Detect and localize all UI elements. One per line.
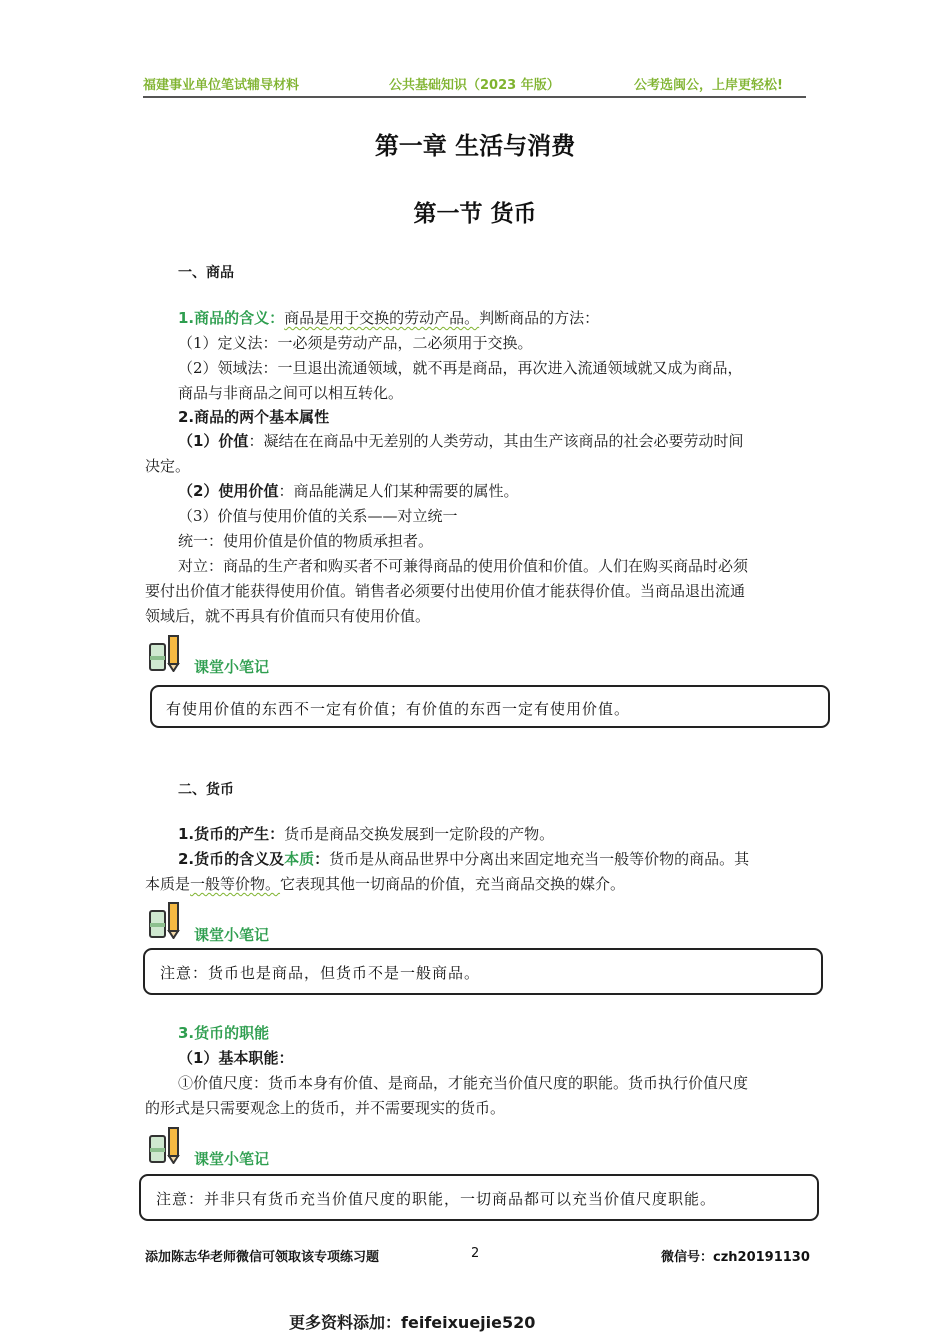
paragraph: 统一：使用价值是价值的物质承担者。	[178, 532, 434, 550]
note-pencil-icon	[148, 899, 182, 939]
note-text: 有使用价值的东西不一定有价值；有价值的东西一定有使用价值。	[166, 700, 631, 718]
footer-left: 添加陈志华老师微信可领取该专项练习题	[145, 1250, 380, 1265]
note-box	[150, 685, 830, 728]
note-pencil-icon	[148, 632, 182, 672]
subheading-functions: 3.货币的职能	[178, 1024, 270, 1042]
note-title: 课堂小笔记	[194, 1150, 270, 1168]
term-label: 1.货币的产生：	[178, 825, 285, 843]
paragraph: 领域后，就不再具有价值而只有使用价值。	[145, 607, 431, 625]
subheading: 2.商品的两个基本属性	[178, 408, 330, 426]
paragraph: 对立：商品的生产者和购买者不可兼得商品的使用价值和价值。人们在购买商品时必须	[178, 557, 749, 575]
note-box	[143, 948, 823, 995]
note-text: 注意：并非只有货币充当价值尺度的职能，一切商品都可以充当价值尺度职能。	[156, 1190, 717, 1208]
paragraph	[178, 306, 599, 331]
paragraph: （3）价值与使用价值的关系——对立统一	[178, 507, 458, 525]
page-number: 2	[471, 1246, 480, 1261]
text: ：凝结在在商品中无差别的人类劳动，其由生产该商品的社会必要劳动时间	[248, 432, 744, 450]
heading-currency: 二、货币	[178, 782, 234, 798]
note-box	[139, 1174, 819, 1221]
underlined-text: 一般等价物。	[190, 875, 281, 893]
term-label: 2.货币的含义及	[178, 850, 285, 868]
text: ：商品能满足人们某种需要的属性。	[278, 482, 519, 500]
section-title: 第一节 货币	[413, 201, 537, 227]
term-label: 1.商品的含义：	[178, 309, 285, 327]
paragraph	[178, 822, 554, 847]
paragraph: 决定。	[145, 457, 191, 475]
paragraph: 要付出价值才能获得使用价值。销售者必须要付出使用价值才能获得价值。当商品退出流通	[145, 582, 746, 600]
term-label: （2）使用价值	[178, 482, 279, 500]
paragraph: （1）定义法：一必须是劳动产品，二必须用于交换。	[178, 334, 533, 352]
header-right: 公考选闽公，上岸更轻松!	[634, 78, 783, 93]
chapter-title: 第一章 生活与消费	[374, 132, 576, 160]
note-title: 课堂小笔记	[194, 658, 270, 676]
note-pencil-icon	[148, 1124, 182, 1164]
bottom-contact	[289, 1310, 535, 1333]
term-highlight: 本质	[284, 850, 315, 868]
heading-commodity: 一、商品	[178, 265, 234, 281]
footer-right: 微信号：czh20191130	[661, 1250, 810, 1265]
bottom-id: feifeixuejie520	[401, 1313, 536, 1332]
paragraph: 商品与非商品之间可以相互转化。	[178, 384, 404, 402]
paragraph: （2）领域法：一旦退出流通领域，就不再是商品，再次进入流通领域就又成为商品，	[178, 359, 743, 377]
underlined-text: 商品是用于交换的劳动产品。	[284, 309, 480, 327]
text: 判断商品的方法：	[479, 309, 600, 327]
paragraph	[178, 847, 749, 872]
paragraph: ①价值尺度：货币本身有价值、是商品，才能充当价值尺度的职能。货币执行价值尺度	[178, 1074, 749, 1092]
paragraph	[145, 872, 625, 897]
paragraph: 的形式是只需要观念上的货币，并不需要现实的货币。	[145, 1099, 506, 1117]
note-text: 注意：货币也是商品，但货币不是一般商品。	[160, 964, 481, 982]
term-label: （1）价值	[178, 432, 249, 450]
text: 它表现其他一切商品的价值，充当商品交换的媒介。	[280, 875, 626, 893]
header-center: 公共基础知识（2023 年版）	[389, 78, 560, 93]
header-left: 福建事业单位笔试辅导材料	[143, 78, 300, 93]
note-title: 课堂小笔记	[194, 926, 270, 944]
text: 本质是	[145, 875, 191, 893]
text: 货币是商品交换发展到一定阶段的产物。	[284, 825, 555, 843]
term-colon: ：	[314, 850, 330, 868]
bottom-label: 更多资料添加：	[289, 1313, 402, 1332]
paragraph	[178, 429, 743, 454]
paragraph	[178, 479, 518, 504]
header-divider	[143, 96, 806, 98]
subheading-basic-functions: （1）基本职能：	[178, 1049, 294, 1067]
text: 货币是从商品世界中分离出来固定地充当一般等价物的商品。其	[329, 850, 750, 868]
